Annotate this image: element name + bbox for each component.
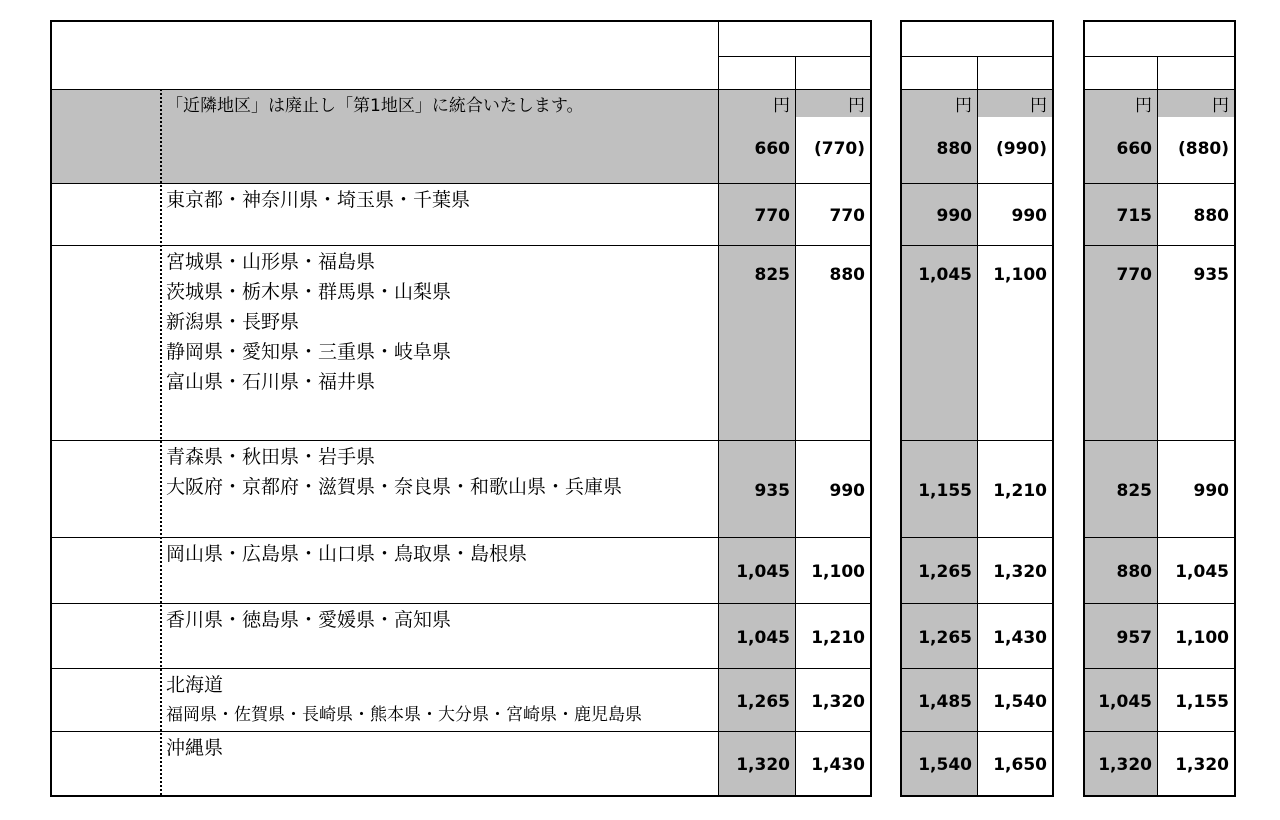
rate-value — [977, 668, 1052, 731]
prefecture-line: 沖縄県 — [166, 737, 224, 759]
rate-value — [900, 537, 977, 603]
column-divider — [795, 56, 796, 795]
rate-value — [1083, 731, 1157, 795]
rate-value — [718, 89, 795, 183]
prefecture-line: 北海道 — [166, 674, 224, 696]
rate-amount: 880 — [1193, 206, 1229, 226]
rate-amount: 1,320 — [993, 562, 1047, 582]
rate-amount: 1,155 — [918, 480, 972, 501]
rate-value — [795, 731, 870, 795]
prefecture-list — [160, 537, 718, 603]
border-top — [900, 20, 1052, 22]
rate-amount: 825 — [1116, 480, 1152, 501]
rate-amount: (880) — [1177, 139, 1229, 159]
rate-amount: 990 — [829, 480, 865, 501]
rate-value — [795, 245, 870, 440]
revised-header — [795, 56, 870, 89]
prefecture-list — [160, 245, 718, 440]
current-header — [900, 56, 977, 89]
yen-unit: 円 — [1135, 96, 1152, 116]
rate-amount: 1,100 — [811, 562, 865, 582]
rate-value — [900, 89, 977, 183]
rate-value — [977, 183, 1052, 245]
yen-unit: 円 — [955, 96, 972, 116]
rate-amount: 1,320 — [1098, 755, 1152, 775]
rate-amount: 935 — [754, 480, 790, 501]
border-bottom — [50, 795, 870, 797]
row-divider — [900, 440, 1052, 441]
content-title — [50, 20, 718, 54]
prefecture-line: 東京都・神奈川県・埼玉県・千葉県 — [166, 189, 471, 211]
prefecture-line: 福岡県・佐賀県・長崎県・熊本県・大分県・宮崎県・鹿児島県 — [166, 705, 642, 725]
row-divider — [1083, 245, 1234, 246]
rate-value — [900, 440, 977, 537]
row-divider — [1083, 537, 1234, 538]
prefecture-list — [160, 668, 718, 731]
rate-amount: 1,045 — [736, 562, 790, 582]
border-right — [1234, 20, 1236, 797]
region-divider — [160, 89, 162, 795]
column-divider — [977, 56, 978, 795]
border-left — [50, 20, 52, 797]
yen-unit: 円 — [848, 96, 865, 116]
row-divider — [1083, 731, 1234, 732]
rate-value — [795, 440, 870, 537]
subheader-divider — [1083, 56, 1234, 57]
region-label — [50, 183, 160, 245]
border-bottom — [900, 795, 1052, 797]
rate-amount: 1,265 — [918, 562, 972, 582]
rate-amount: 715 — [1116, 206, 1152, 226]
rate-value — [1157, 731, 1234, 795]
row-divider — [50, 731, 870, 732]
rate-amount: 770 — [1116, 265, 1152, 285]
prefecture-list — [160, 183, 718, 245]
rate-value — [795, 668, 870, 731]
rate-amount: 1,210 — [811, 627, 865, 648]
current-header — [1083, 56, 1157, 89]
rate-value — [977, 537, 1052, 603]
prefecture-list — [160, 731, 718, 795]
rate-value — [1083, 245, 1157, 440]
rate-amount: 990 — [1011, 206, 1047, 226]
rate-value — [977, 603, 1052, 668]
rate-value — [900, 245, 977, 440]
region-label — [50, 245, 160, 440]
rate-amount: 1,650 — [993, 755, 1047, 775]
row-divider — [900, 731, 1052, 732]
prefecture-line: 静岡県・愛知県・三重県・岐阜県 — [166, 341, 452, 363]
rate-value — [977, 440, 1052, 537]
current-header — [718, 56, 795, 89]
rate-value — [1083, 668, 1157, 731]
prefecture-line: 青森県・秋田県・岩手県 — [166, 446, 376, 468]
rate-amount: 1,485 — [918, 691, 972, 712]
row-divider — [50, 245, 870, 246]
prefecture-line: 大阪府・京都府・滋賀県・奈良県・和歌山県・兵庫県 — [166, 476, 623, 498]
rate-amount: 1,100 — [1175, 627, 1229, 648]
rate-value — [1083, 89, 1157, 183]
row-divider — [50, 183, 870, 184]
header-divider — [900, 89, 1052, 90]
rate-amount: 880 — [936, 139, 972, 159]
region-label — [50, 89, 160, 183]
rate-amount: 1,430 — [993, 627, 1047, 648]
rate-amount: 1,320 — [811, 691, 865, 712]
rate-value — [718, 603, 795, 668]
rate-value — [795, 183, 870, 245]
border-right — [870, 20, 872, 797]
yen-unit: 円 — [1212, 96, 1229, 116]
rate-value — [977, 89, 1052, 183]
rate-value — [977, 245, 1052, 440]
prefecture-line: 岡山県・広島県・山口県・鳥取県・島根県 — [166, 543, 528, 565]
rate-amount: 1,210 — [993, 480, 1047, 501]
row-divider — [1083, 440, 1234, 441]
rate-amount: 1,155 — [1175, 691, 1229, 712]
rate-amount: 880 — [829, 265, 865, 285]
rate-value — [718, 440, 795, 537]
prefecture-line: 茨城県・栃木県・群馬県・山梨県 — [166, 281, 452, 303]
rate-value — [1083, 183, 1157, 245]
region-label — [50, 668, 160, 731]
rate-value — [977, 731, 1052, 795]
rate-amount: 660 — [1116, 139, 1152, 159]
rate-amount: 1,320 — [736, 755, 790, 775]
rate-amount: 1,540 — [993, 691, 1047, 712]
rate-amount: 990 — [936, 206, 972, 226]
rate-value — [900, 603, 977, 668]
rate-amount: 1,100 — [993, 265, 1047, 285]
rate-amount: 660 — [754, 139, 790, 159]
rate-value — [900, 668, 977, 731]
prefecture-line: 富山県・石川県・福井県 — [166, 371, 376, 393]
rate-amount: (770) — [813, 139, 865, 159]
rate-value — [1157, 440, 1234, 537]
prefecture-list — [160, 603, 718, 668]
rate-amount: 1,265 — [736, 691, 790, 712]
prefecture-list — [160, 89, 718, 183]
rate-amount: 935 — [1193, 265, 1229, 285]
rate-value — [718, 183, 795, 245]
row-divider — [1083, 183, 1234, 184]
rate-value — [718, 537, 795, 603]
rate-value — [1083, 440, 1157, 537]
rate-value — [1157, 603, 1234, 668]
rate-amount: 957 — [1116, 627, 1152, 648]
rate-amount: 880 — [1116, 562, 1152, 582]
region-label — [50, 537, 160, 603]
subheader-divider — [718, 56, 870, 57]
border-left — [1083, 20, 1085, 797]
border-top — [1083, 20, 1234, 22]
row-divider — [50, 440, 870, 441]
row-divider — [900, 603, 1052, 604]
rate-value — [1083, 537, 1157, 603]
row-divider — [900, 668, 1052, 669]
rate-amount: 1,045 — [736, 627, 790, 648]
prefecture-line: 「近隣地区」は廃止し「第1地区」に統合いたします。 — [166, 96, 584, 116]
row-divider — [1083, 603, 1234, 604]
rate-amount: 1,045 — [1175, 562, 1229, 582]
rate-value — [718, 731, 795, 795]
rate-value — [795, 603, 870, 668]
subheader-divider — [900, 56, 1052, 57]
column-divider — [1157, 56, 1158, 795]
group-header-general — [718, 20, 870, 54]
rate-amount: 1,045 — [918, 265, 972, 285]
prefecture-line: 新潟県・長野県 — [166, 311, 300, 333]
border-bottom — [1083, 795, 1234, 797]
rate-value — [1083, 603, 1157, 668]
rate-amount: 1,320 — [1175, 755, 1229, 775]
row-divider — [900, 183, 1052, 184]
revised-header — [977, 56, 1052, 89]
rate-amount: 1,045 — [1098, 691, 1152, 712]
rate-value — [1157, 183, 1234, 245]
rate-amount: 1,430 — [811, 755, 865, 775]
region-label — [50, 603, 160, 668]
rate-value — [1157, 245, 1234, 440]
border-left — [900, 20, 902, 797]
border-right — [1052, 20, 1054, 797]
rate-value — [900, 183, 977, 245]
rate-value — [1157, 668, 1234, 731]
region-label — [50, 731, 160, 795]
rate-value — [1157, 537, 1234, 603]
prefecture-line: 宮城県・山形県・福島県 — [166, 251, 376, 273]
rate-value — [718, 668, 795, 731]
header-divider — [50, 89, 870, 90]
header-divider — [1083, 89, 1234, 90]
rate-amount: 825 — [754, 265, 790, 285]
group-header-voucher — [1083, 20, 1234, 54]
rate-value — [718, 245, 795, 440]
region-label — [50, 440, 160, 537]
rate-value — [900, 731, 977, 795]
prefecture-line: 香川県・徳島県・愛媛県・高知県 — [166, 609, 452, 631]
row-divider — [900, 537, 1052, 538]
row-divider — [50, 603, 870, 604]
row-divider — [50, 668, 870, 669]
yen-unit: 円 — [1030, 96, 1047, 116]
rate-amount: 770 — [754, 206, 790, 226]
column-divider — [718, 20, 719, 795]
rate-amount: 770 — [829, 206, 865, 226]
row-divider — [50, 537, 870, 538]
rate-amount: 1,540 — [918, 755, 972, 775]
group-header-cool — [900, 20, 1052, 54]
rate-value — [795, 537, 870, 603]
rate-amount: 1,265 — [918, 627, 972, 648]
rate-value — [795, 89, 870, 183]
border-top — [50, 20, 870, 22]
rate-amount: 990 — [1193, 480, 1229, 501]
yen-unit: 円 — [773, 96, 790, 116]
row-divider — [1083, 668, 1234, 669]
rate-value — [1157, 89, 1234, 183]
rate-amount: (990) — [995, 139, 1047, 159]
revised-header — [1157, 56, 1234, 89]
prefecture-list — [160, 440, 718, 537]
row-divider — [900, 245, 1052, 246]
